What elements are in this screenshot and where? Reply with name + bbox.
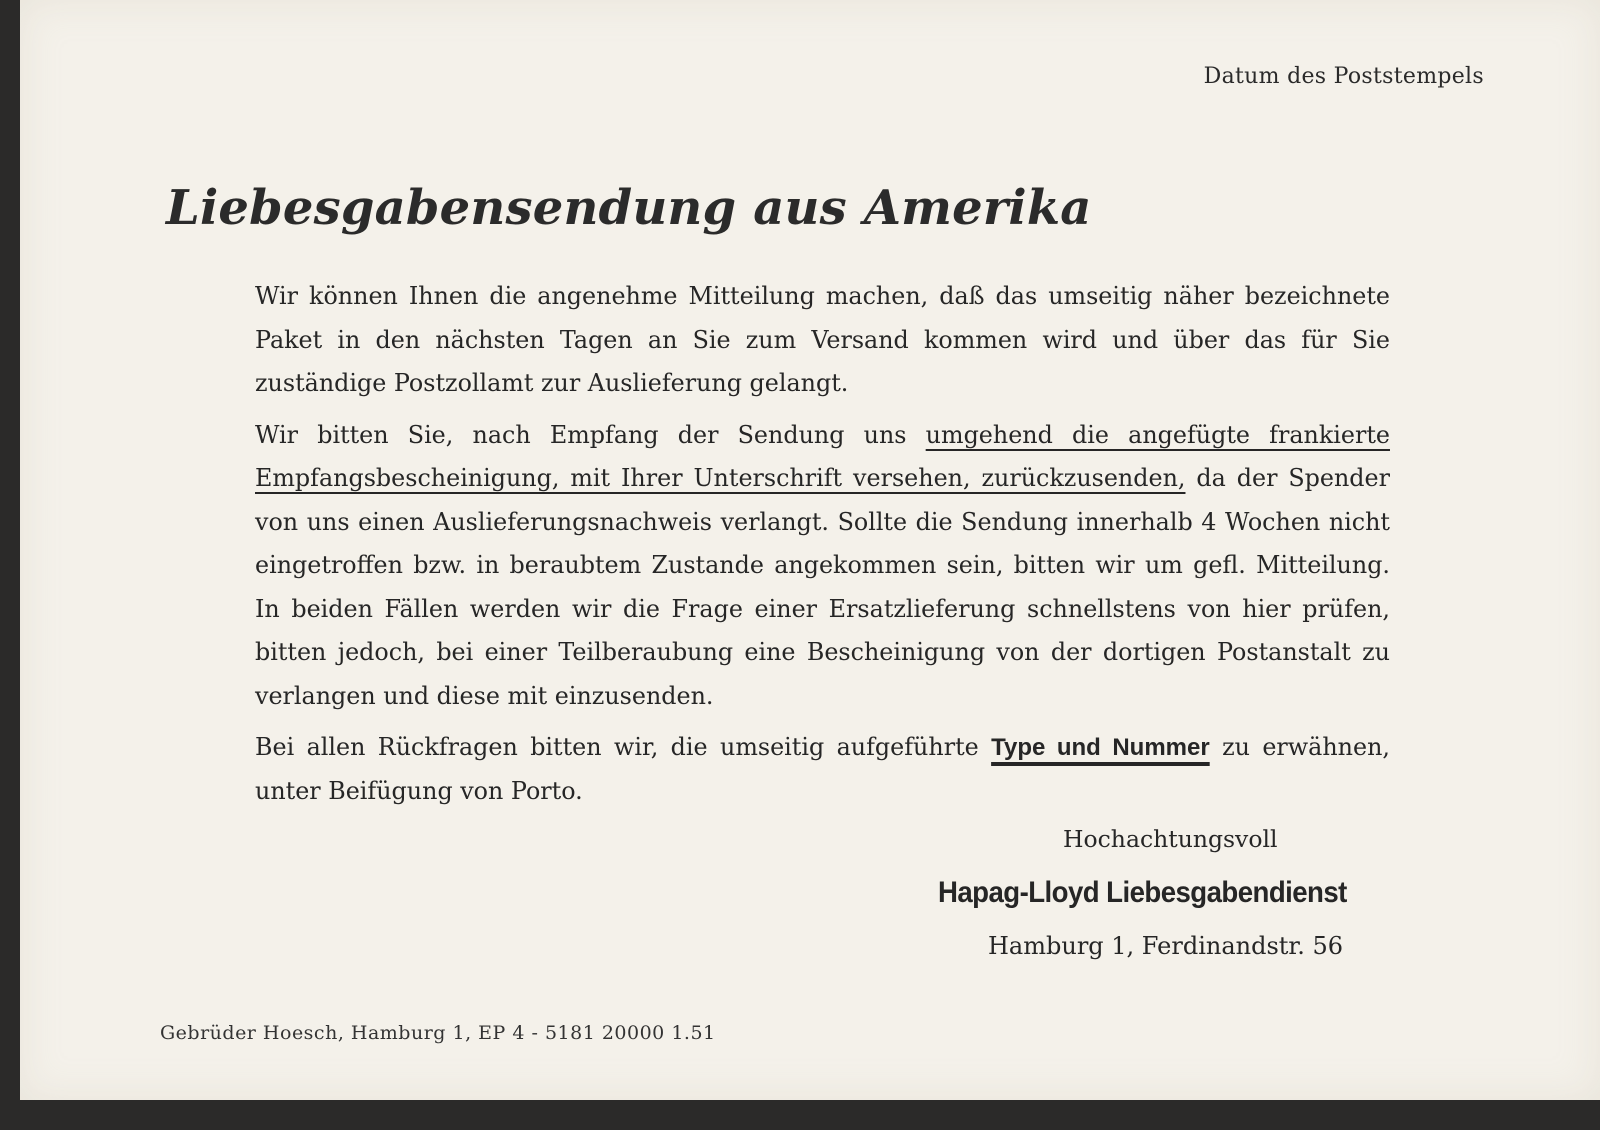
- letter-body: [255, 275, 1390, 821]
- letter-card: [20, 0, 1600, 1100]
- paragraph-notification: Wir können Ihnen die angenehme Mitteilung machen, daß das umseitig näher bezeichnete Paket in den nächsten Tagen an Sie zum Versand kommen wird und über das für Sie zuständige Postzollamt zur Auslieferung gelangt.: [255, 282, 1390, 397]
- closing-greeting: Hochachtungsvoll: [1063, 825, 1278, 853]
- printer-imprint: Gebrüder Hoesch, Hamburg 1, EP 4 - 5181 20000 1.51: [160, 1022, 716, 1044]
- paragraph-instructions: [255, 414, 1390, 719]
- sender-address: Hamburg 1, Ferdinandstr. 56: [988, 932, 1344, 960]
- sender-company-name: Hapag-Lloyd Liebesgabendienst: [938, 876, 1347, 909]
- inquiries-remainder-text: zu erwähnen, unter Beifügung von Porto.: [255, 733, 1390, 805]
- document-title: Liebesgabensendung aus Amerika: [166, 180, 1092, 236]
- underlined-return-instruction: umgehend die angefügte frankierte Empfangsbescheinigung, mit Ihrer Unterschrift versehen, zurückzusenden,: [255, 420, 1390, 492]
- paragraph-inquiries: [255, 726, 1390, 813]
- type-and-number-emphasis: Type und Nummer: [991, 734, 1210, 761]
- postmark-date-label: Datum des Poststempels: [1203, 64, 1484, 89]
- instructions-remainder-text: da der Spender von uns einen Auslieferungsnachweis verlangt. Sollte die Sendung innerhalb 4 Wochen nicht eingetroffen bzw. in beraubtem Zustande angekommen sein, bitten wir um gefl. Mitteilung. In beiden Fällen werden wir die Frage einer Ersatzlieferung schnellstens von hier prüfen, bitten jedoch, bei einer Teilberaubung eine Bescheinigung von der dortigen Postanstalt zu verlangen und diese mit einzusenden.: [255, 464, 1390, 710]
- instructions-intro-text: Wir bitten Sie, nach Empfang der Sendung uns: [255, 420, 926, 449]
- inquiries-intro-text: Bei allen Rückfragen bitten wir, die umseitig aufgeführte: [255, 733, 992, 761]
